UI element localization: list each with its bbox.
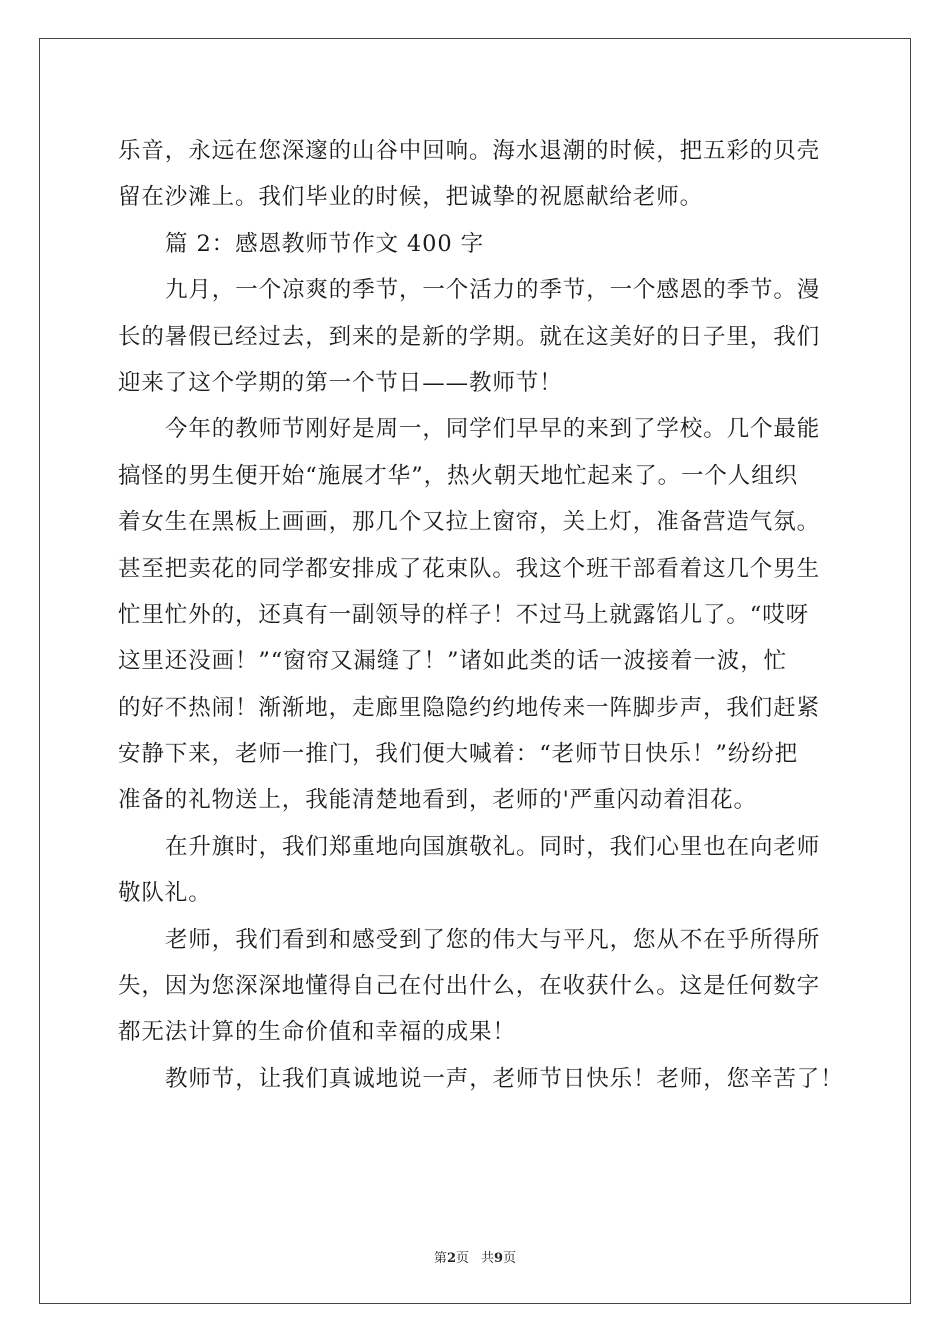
body-line: 长的暑假已经过去，到来的是新的学期。就在这美好的日子里，我们 [118,323,821,350]
paragraph-start: 教师节，让我们真诚地说一声，老师节日快乐！老师，您辛苦了！ [165,1065,844,1092]
current-page-number: 2 [446,1251,456,1266]
paragraph-start: 老师，我们看到和感受到了您的伟大与平凡，您从不在乎所得所 [165,926,821,953]
body-line: 这里还没画！”“窗帘又漏缝了！”诸如此类的话一波接着一波，忙 [118,648,788,675]
total-prefix: 共 [481,1251,495,1266]
page-prefix: 第 [433,1251,447,1266]
body-line: 失，因为您深深地懂得自己在付出什么，在收获什么。这是任何数字 [118,973,821,1000]
body-line: 迎来了这个学期的第一个节日——教师节！ [118,369,563,396]
body-line: 都无法计算的生命价值和幸福的成果！ [118,1019,516,1046]
paragraph-start: 在升旗时，我们郑重地向国旗敬礼。同时，我们心里也在向老师 [165,833,821,860]
body-line: 着女生在黑板上画画，那几个又拉上窗帘，关上灯，准备营造气氛。 [118,509,821,536]
body-line: 搞怪的男生便开始“施展才华”，热火朝天地忙起来了。一个人组织 [118,462,799,489]
body-line: 乐音，永远在您深邃的山谷中回响。海水退潮的时候，把五彩的贝壳 [118,138,821,164]
page-footer [0,1251,950,1267]
body-line: 安静下来，老师一推门，我们便大喊着：“老师节日快乐！”纷纷把 [118,741,799,768]
body-line: 留在沙滩上。我们毕业的时候，把诚挚的祝愿献给老师。 [118,184,704,211]
body-line: 敬队礼。 [118,880,212,907]
total-page-number: 9 [494,1251,504,1266]
document-body [118,128,844,1102]
body-line: 的好不热闹！渐渐地，走廊里隐隐约约地传来一阵脚步声，我们赶紧 [118,694,821,721]
paragraph-start: 九月，一个凉爽的季节，一个活力的季节，一个感恩的季节。漫 [165,277,821,304]
page-suffix: 页 [455,1251,469,1266]
section-heading: 篇 2：感恩教师节作文 400 字 [165,230,485,257]
body-line: 准备的礼物送上，我能清楚地看到，老师的'严重闪动着泪花。 [118,787,757,814]
body-line: 忙里忙外的，还真有一副领导的样子！不过马上就露馅儿了。“哎呀 [118,601,810,628]
total-suffix: 页 [503,1251,517,1266]
body-line: 甚至把卖花的同学都安排成了花束队。我这个班干部看着这几个男生 [118,555,821,582]
paragraph-start: 今年的教师节刚好是周一，同学们早早的来到了学校。几个最能 [165,416,821,443]
